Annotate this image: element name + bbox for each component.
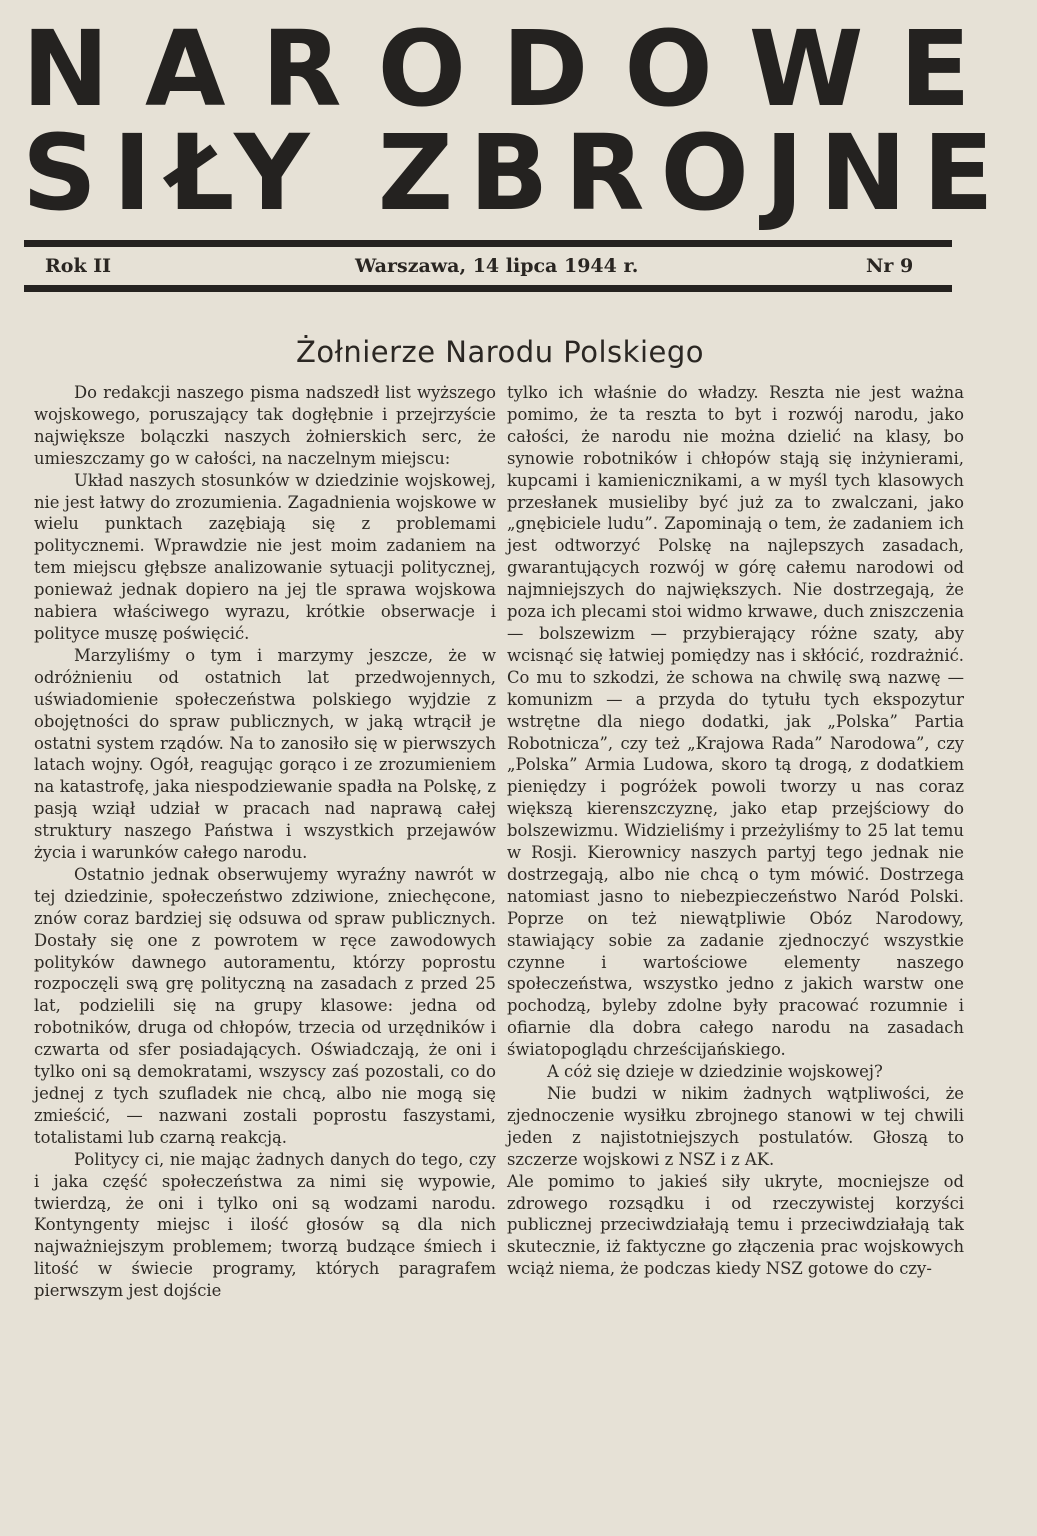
paragraph: Ale pomimo to jakieś siły ukryte, mocniejsze od zdrowego rozsądku i od rzeczywistej korzyści publicznej przeciwdziałają temu i przeciwdziałają tak skutecznie, iż faktyczne go złączenia prac wojskowych wciąż niema, że podczas kiedy NSZ gotowe do czy- [507, 1171, 964, 1279]
paragraph: A cóż się dzieje w dziedzinie wojskowej? [547, 1062, 883, 1082]
article-title: Żołnierze Narodu Polskiego [295, 335, 705, 369]
column-divider [500, 392, 501, 1492]
paragraph: Politycy ci, nie mając żadnych danych do tego, czy i jaka część społeczeństwa za nimi się wypowie, twierdzą, że oni i tylko oni są wodzami narodu. Kontyngenty miejsc i ilość głosów są dla nich najważniejszym problemem; tworzą budzące śmiech i litość w świecie programy, których paragrafem pierwszym jest dojście [34, 1149, 496, 1301]
article-column-right [507, 382, 964, 1280]
masthead-rule-bottom [24, 285, 952, 292]
masthead-title-line1: NARODOWE [22, 8, 1007, 130]
masthead-title-line2: SIŁY ZBROJNE [22, 112, 1010, 234]
paragraph: Układ naszych stosunków w dziedzinie wojskowej, nie jest łatwy do zrozumienia. Zagadnienia wojskowe w wielu punktach zazębiają się z problemami politycznemi. Wprawdzie nie jest moim zadaniem na tem miejscu głębsze analizowanie sytuacji politycznej, ponieważ jednak dopiero na jej tle sprawa wojskowa nabiera właściwego wyrazu, krótkie obserwacje i polityce muszę poświęcić. [34, 470, 496, 643]
masthead-rule-top [24, 240, 952, 247]
issue-year: Rok II [45, 255, 112, 277]
article-column-left [34, 382, 496, 1302]
paragraph: tylko ich właśnie do władzy. Reszta nie jest ważna pomimo, że ta reszta to byt i rozwój narodu, jako całości, że narodu nie można dzielić na klasy, bo synowie robotników i chłopów stają się inżynierami, kupcami i kamienicznikami, a w myśl tych klasowych przesłanek musieliby być już za to zwalczani, jako „gnębiciele ludu”. Zapominają o tem, że zadaniem ich jest odtworzyć Polskę na najlepszych zasadach, gwarantujących rozwój w górę całemu narodowi od najmniejszych do największych. Nie dostrzegają, że poza ich plecami stoi widmo krwawe, duch zniszczenia — bolszewizm — przybierający różne szaty, aby wcisnąć się łatwiej pomiędzy nas i skłócić, rozdrażnić. Co mu to szkodzi, że schowa na chwilę swą nazwę — komunizm — a przyda do tytułu tych ekspozytur wstrętne dla niego dodatki, jak „Polska” Partia Robotnicza”, czy też „Krajowa Rada” Narodowa”, czy „Polska” Armia Ludowa, skoro tą drogą, z dodatkiem pieniędzy i pogróżek powoli tworzy u nas coraz większą kierenszczyznę, jako etap przejściowy do bolszewizmu. Widzieliśmy i przeżyliśmy to 25 lat temu w Rosji. Kierownicy naszych partyj tego jednak nie dostrzegają, albo nie chcą o tym mówić. Dostrzega natomiast jasno to niebezpieczeństwo Naród Polski. Poprze on też niewątpliwie Obóz Narodowy, stawiający sobie za zadanie zjednoczyć wszystkie czynne i wartościowe elementy naszego społeczeństwa, wszystko jedno z jakich warstw one pochodzą, byleby zdolne były pracować rozumnie i ofiarnie dla dobra całego narodu na zasadach światopoglądu chrześcijańskiego. [507, 383, 964, 1060]
issue-number: Nr 9 [866, 255, 914, 277]
paragraph: Do redakcji naszego pisma nadszedł list wyższego wojskowego, poruszający tak dogłębnie i przejrzyście największe bolączki naszych żołnierskich serc, że umieszczamy go w całości, na naczelnym miejscu: [34, 383, 496, 468]
issue-place-date: Warszawa, 14 lipca 1944 r. [355, 255, 639, 277]
paragraph: Ostatnio jednak obserwujemy wyraźny nawrót w tej dziedzinie, społeczeństwo zdziwione, zniechęcone, znów coraz bardziej się odsuwa od spraw publicznych. Dostały się one z powrotem w ręce zawodowych polityków dawnego autoramentu, którzy poprostu rozpoczęli swą grę polityczną na zasadach z przed 25 lat, podzielili się na grupy klasowe: jedna od robotników, druga od chłopów, trzecia od urzędników i czwarta od sfer posiadających. Oświadczają, że oni i tylko oni są demokratami, wszyscy zaś pozostali, co do jednej z tych szufladek nie chcą, albo nie mogą się zmieścić, — nazwani zostali poprostu faszystami, totalistami lub czarną reakcją. [34, 864, 496, 1147]
paragraph: Marzyliśmy o tym i marzymy jeszcze, że w odróżnieniu od ostatnich lat przedwojennych, uświadomienie społeczeństwa polskiego wyjdzie z obojętności do spraw publicznych, w jaką wtrącił je ostatni system rządów. Na to zanosiło się w pierwszych latach wojny. Ogół, reagując gorąco i ze zrozumieniem na katastrofę, jaka niespodziewanie spadła na Polskę, z pasją wziął udział w pracach nad naprawą całej struktury naszego Państwa i wszystkich przejawów życia i warunków całego narodu. [34, 645, 496, 863]
paragraph: Nie budzi w nikim żadnych wątpliwości, że zjednoczenie wysiłku zbrojnego stanowi w tej chwili jeden z najistotniejszych postulatów. Głoszą to szczerze wojskowi z NSZ i z AK. [507, 1084, 964, 1169]
